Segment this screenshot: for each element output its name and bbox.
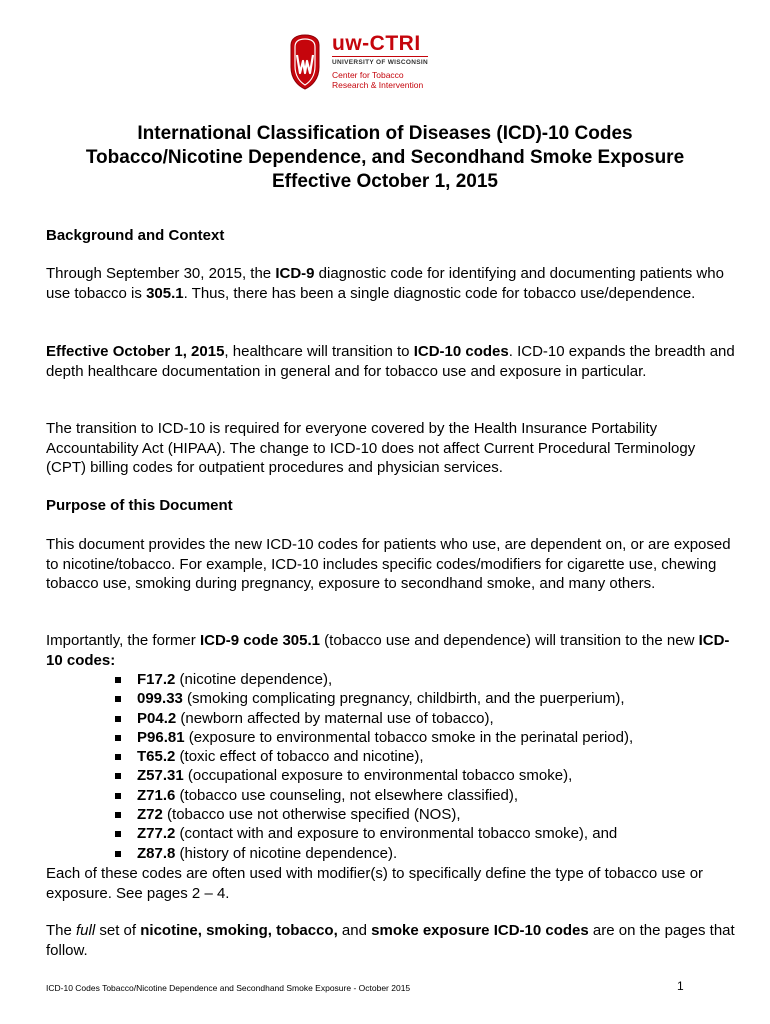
code-description: (history of nicotine dependence). <box>175 844 398 862</box>
code-description: (nicotine dependence), <box>175 671 333 688</box>
text-run-bold: Effective October 1, 2015 <box>46 343 225 360</box>
square-bullet-icon <box>115 735 121 741</box>
text-run-bold: nicotine, smoking, tobacco, <box>140 922 338 939</box>
background-heading: Background and Context <box>46 227 225 244</box>
list-item <box>115 805 633 824</box>
square-bullet-icon <box>115 812 121 818</box>
title-line-2: Tobacco/Nicotine Dependence, and Secondhand Smoke Exposure <box>85 147 685 168</box>
text-run: , healthcare will transition to <box>224 343 414 360</box>
list-item <box>115 844 633 863</box>
square-bullet-icon <box>115 793 121 799</box>
logo-center-name <box>332 70 423 90</box>
code: T65.2 <box>137 748 176 766</box>
text-run-bold: smoke exposure ICD-10 codes <box>371 922 589 939</box>
text-run: diagnostic code for identifying and documenting patients who use tobacco is <box>46 265 724 302</box>
code: Z57.31 <box>137 767 184 785</box>
list-item <box>115 728 633 747</box>
code: 099.33 <box>137 690 183 708</box>
footer-text: ICD-10 Codes Tobacco/Nicotine Dependence and Secondhand Smoke Exposure - October 2015 <box>46 983 411 993</box>
code-description: (tobacco use counseling, not elsewhere classified), <box>175 786 519 804</box>
code-description: (smoking complicating pregnancy, childbirth, and the puerperium), <box>182 690 625 708</box>
uw-ctri-logo <box>288 33 438 95</box>
text-run-bold: 305.1 <box>146 284 184 302</box>
square-bullet-icon <box>115 831 121 837</box>
title-line-1: International Classification of Diseases (ICD)-10 Codes <box>137 123 633 144</box>
purpose-paragraph-4 <box>46 921 736 960</box>
square-bullet-icon <box>115 851 121 857</box>
code-description: (tobacco use not otherwise specified (NOS), <box>162 806 461 824</box>
title-line-3: Effective October 1, 2015 <box>272 171 498 192</box>
code-description: (exposure to environmental tobacco smoke in the perinatal period), <box>184 728 634 746</box>
text-run-italic: full <box>76 922 96 939</box>
logo-center-line2: Research & Intervention <box>332 80 424 90</box>
text-run: and <box>337 922 372 939</box>
list-item <box>115 766 633 785</box>
code-description: (newborn affected by maternal use of tobacco), <box>176 709 494 727</box>
square-bullet-icon <box>115 773 121 779</box>
text-run: Importantly, the former <box>46 632 200 649</box>
background-paragraph-2 <box>46 342 736 381</box>
code-description: (contact with and exposure to environmental tobacco smoke), and <box>175 825 618 843</box>
square-bullet-icon <box>115 696 121 702</box>
text-run-bold: ICD-10 codes <box>413 343 509 360</box>
square-bullet-icon <box>115 754 121 760</box>
text-run: are on the pages that follow. <box>46 922 735 959</box>
logo-center-line1: Center for Tobacco <box>332 70 404 80</box>
page-number: 1 <box>677 979 684 993</box>
logo-university: UNIVERSITY OF WISCONSIN <box>332 56 428 66</box>
text-run: Through September 30, 2015, the <box>46 265 276 282</box>
list-item <box>115 689 633 708</box>
square-bullet-icon <box>115 716 121 722</box>
purpose-paragraph-1: This document provides the new ICD-10 codes for patients who use, are dependent on, or are exposed to nicotine/tobacco. For example, ICD-10 includes specific codes/modifiers for cigarette use, chewing tobacco use, smoking during pregnancy, exposure to secondhand smoke, and many others. <box>46 536 731 592</box>
logo-wordmark: uw-CTRI <box>332 32 421 55</box>
text-run-bold: ICD-10 codes: <box>46 632 730 669</box>
code-description: (toxic effect of tobacco and nicotine), <box>175 748 424 766</box>
list-item <box>115 747 633 766</box>
text-run: (tobacco use and dependence) will transition to the new <box>320 632 699 649</box>
code: F17.2 <box>137 671 176 688</box>
list-item <box>115 709 633 728</box>
purpose-paragraph-2 <box>46 631 736 670</box>
text-run: The <box>46 922 77 939</box>
text-run: . ICD-10 expands the breadth and depth healthcare documentation in general and for tobacco use and exposure in particular. <box>46 343 735 380</box>
code: Z87.8 <box>137 844 176 862</box>
text-run: . Thus, there has been a single diagnostic code for tobacco use/dependence. <box>183 284 696 302</box>
code: Z71.6 <box>137 786 176 804</box>
uw-crest-icon <box>288 33 322 91</box>
purpose-paragraph-3: Each of these codes are often used with modifier(s) to specifically define the type of tobacco use or exposure. See pages 2 – 4. <box>46 865 704 902</box>
text-run: set of <box>95 922 141 939</box>
square-bullet-icon <box>115 677 121 683</box>
background-paragraph-3: The transition to ICD-10 is required for everyone covered by the Health Insurance Portability Accountability Act (HIPAA). The change to ICD-10 does not affect Current Procedural Terminology (CPT) billing codes for outpatient procedures and physician services. <box>46 420 696 476</box>
code: P04.2 <box>137 709 177 727</box>
text-run-bold: ICD-9 <box>275 265 315 282</box>
list-item <box>115 786 633 805</box>
purpose-heading: Purpose of this Document <box>46 497 233 514</box>
code-description: (occupational exposure to environmental tobacco smoke), <box>183 767 573 785</box>
list-item <box>115 824 633 843</box>
code: Z77.2 <box>137 825 176 843</box>
list-item <box>115 670 633 689</box>
icd10-code-list <box>115 670 633 863</box>
text-run-bold: ICD-9 code 305.1 <box>199 632 321 649</box>
code: Z72 <box>137 806 163 824</box>
background-paragraph-1 <box>46 264 736 303</box>
code: P96.81 <box>137 728 185 746</box>
